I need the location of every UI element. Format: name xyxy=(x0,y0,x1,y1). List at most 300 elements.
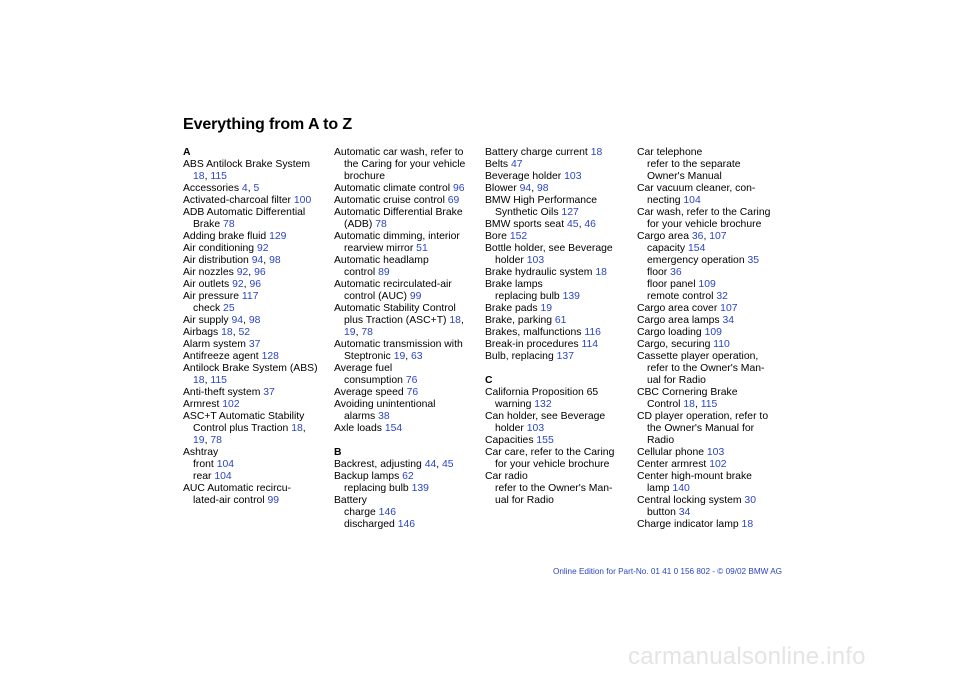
index-subentry xyxy=(637,255,789,267)
page-link[interactable]: 129 xyxy=(269,231,287,242)
page-link[interactable]: 34 xyxy=(678,507,691,518)
entry-text: alarms xyxy=(344,411,376,422)
page-link[interactable]: 19 xyxy=(393,351,406,362)
index-subentry xyxy=(485,399,637,411)
index-entry xyxy=(334,387,486,399)
index-subentry xyxy=(334,519,486,531)
entry-text: lated-air control xyxy=(193,495,265,506)
page-link[interactable]: 94 xyxy=(519,183,532,194)
page-link[interactable]: 96 xyxy=(249,279,261,290)
watermark: carmanualsonline.info xyxy=(628,643,866,670)
entry-text: Owner's Manual xyxy=(647,171,722,182)
page-link[interactable]: 36 xyxy=(670,267,682,278)
index-subentry xyxy=(637,423,789,435)
entry-text: Air conditioning xyxy=(183,243,255,254)
page-link[interactable]: 94 xyxy=(251,255,264,266)
index-entry: Accessories 4, 5 xyxy=(183,183,260,194)
entry-text: CD player operation, refer to xyxy=(637,411,769,422)
page-link[interactable]: 132 xyxy=(534,399,552,410)
index-subentry: Control 18, 115 xyxy=(647,399,718,410)
page-link[interactable]: 18 xyxy=(449,315,461,326)
index-entry xyxy=(485,159,637,171)
entry-text: ADB Automatic Differential xyxy=(183,207,306,218)
index-entry xyxy=(637,459,789,471)
entry-text: Automatic car wash, refer to xyxy=(334,147,464,158)
entry-text: Car vacuum cleaner, con- xyxy=(637,183,756,194)
index-subentry xyxy=(637,435,789,447)
page-link[interactable]: 115 xyxy=(210,171,227,182)
page-link[interactable]: 18 xyxy=(595,267,607,278)
index-entry xyxy=(485,447,637,459)
entry-text: Blower xyxy=(485,183,517,194)
index-subentry xyxy=(334,507,486,519)
page-link[interactable]: 103 xyxy=(526,423,545,434)
section-letter: B xyxy=(334,447,342,458)
entry-trail: , xyxy=(302,423,306,434)
entry-text: Car care, refer to the Caring xyxy=(485,447,615,458)
entry-text: Cargo area xyxy=(637,231,689,242)
index-subentry xyxy=(334,291,486,303)
entry-text: Brake lamps xyxy=(485,279,543,290)
entry-text: Automatic transmission with xyxy=(334,339,463,350)
page-link[interactable]: 18 xyxy=(291,423,303,434)
index-subentry xyxy=(637,375,789,387)
entry-text: the Owner's Manual for xyxy=(647,423,755,434)
entry-text: for your vehicle brochure xyxy=(495,459,610,470)
index-subentry xyxy=(637,243,789,255)
entry-text: Armrest xyxy=(183,399,220,410)
page-link[interactable]: 37 xyxy=(263,387,275,398)
index-entry xyxy=(334,183,486,195)
page-link[interactable]: 100 xyxy=(293,195,312,206)
page-link[interactable]: 35 xyxy=(747,255,760,266)
page-link[interactable]: 25 xyxy=(223,303,235,314)
index-column-1 xyxy=(183,147,335,507)
page-link[interactable]: 98 xyxy=(537,183,549,194)
section-spacer xyxy=(334,435,486,447)
page-link[interactable]: 94 xyxy=(231,315,244,326)
entry-text: floor xyxy=(647,267,668,278)
entry-text: Automatic climate control xyxy=(334,183,451,194)
page-link[interactable]: 18 xyxy=(193,375,205,386)
index-entry xyxy=(637,207,789,219)
page-link[interactable]: 154 xyxy=(384,423,403,434)
entry-text: Battery xyxy=(334,495,367,506)
index-subentry: Steptronic 19, 63 xyxy=(344,351,423,362)
entry-text: ABS Antilock Brake System xyxy=(183,159,311,170)
page-link[interactable]: 19 xyxy=(540,303,553,314)
entry-text: emergency operation xyxy=(647,255,745,266)
page-link[interactable]: 140 xyxy=(672,483,690,494)
index-entry xyxy=(637,519,789,531)
page-link[interactable]: 38 xyxy=(378,411,390,422)
entry-text: ual for Radio xyxy=(647,375,706,386)
page-link[interactable]: 52 xyxy=(238,327,251,338)
page-link[interactable]: 102 xyxy=(222,399,240,410)
index-entry xyxy=(485,387,637,399)
page-link[interactable]: 127 xyxy=(561,207,579,218)
index-entry xyxy=(334,255,486,267)
index-entry xyxy=(485,147,637,159)
index-entry xyxy=(485,327,637,339)
index-entry xyxy=(485,411,637,423)
index-entry xyxy=(637,339,789,351)
entry-text: Brake xyxy=(193,219,221,230)
entry-text: Cargo area cover xyxy=(637,303,718,314)
index-subentry xyxy=(183,495,335,507)
page-link[interactable]: 103 xyxy=(564,171,582,182)
page-link[interactable]: 116 xyxy=(584,327,601,338)
index-entry xyxy=(485,471,637,483)
index-subentry: 19, 78 xyxy=(193,435,222,446)
index-subentry: 18, 115 xyxy=(193,171,227,182)
index-entry xyxy=(183,159,335,171)
page-link[interactable]: 92 xyxy=(256,243,269,254)
entry-text: discharged xyxy=(344,519,395,530)
entry-text: Airbags xyxy=(183,327,219,338)
index-entry: Air supply 94, 98 xyxy=(183,315,261,326)
entry-text: Radio xyxy=(647,435,675,446)
page-link[interactable]: 78 xyxy=(375,219,387,230)
index-entry xyxy=(485,279,637,291)
index-entry xyxy=(637,147,789,159)
page-link[interactable]: 139 xyxy=(411,483,429,494)
entry-text: replacing bulb xyxy=(495,291,560,302)
index-subentry: 19, 78 xyxy=(344,327,373,338)
index-column-4 xyxy=(637,147,789,531)
page-link[interactable]: 78 xyxy=(223,219,235,230)
entry-text: Center armrest xyxy=(637,459,707,470)
page-link[interactable]: 104 xyxy=(214,471,232,482)
page-link[interactable]: 137 xyxy=(556,351,574,362)
page-link[interactable]: 18 xyxy=(193,171,205,182)
index-subentry xyxy=(334,171,486,183)
entry-text: control xyxy=(344,267,376,278)
entry-text: refer to the Owner's Man- xyxy=(495,483,613,494)
page-link[interactable]: 78 xyxy=(210,435,222,446)
entry-text: Activated-charcoal filter xyxy=(183,195,291,206)
entry-text: button xyxy=(647,507,676,518)
entry-text: (ADB) xyxy=(344,219,373,230)
entry-text: Air nozzles xyxy=(183,267,234,278)
page-link[interactable]: 76 xyxy=(406,387,419,398)
page-title: Everything from A to Z xyxy=(183,116,353,133)
page-link[interactable]: 103 xyxy=(706,447,725,458)
entry-text: Backrest, adjusting xyxy=(334,459,422,470)
index-subentry: 18, 115 xyxy=(193,375,227,386)
index-subentry xyxy=(485,255,637,267)
entry-text: Cargo loading xyxy=(637,327,702,338)
index-entry xyxy=(485,339,637,351)
page-link[interactable]: 76 xyxy=(405,375,418,386)
page-link[interactable]: 115 xyxy=(700,399,718,410)
index-subentry xyxy=(334,243,486,255)
index-entry xyxy=(183,363,335,375)
index-subentry xyxy=(485,291,637,303)
page-link[interactable]: 18 xyxy=(590,147,603,158)
entry-text: check xyxy=(193,303,221,314)
index-subentry xyxy=(183,423,335,435)
entry-text: CBC Cornering Brake xyxy=(637,387,738,398)
page-link[interactable]: 98 xyxy=(248,315,261,326)
page-link[interactable]: 45 xyxy=(567,219,579,230)
index-subentry xyxy=(183,459,335,471)
entry-text: lamp xyxy=(647,483,670,494)
page-link[interactable]: 92 xyxy=(236,267,249,278)
index-subentry xyxy=(637,159,789,171)
page-link[interactable]: 4 xyxy=(241,183,248,194)
index-entry xyxy=(485,435,637,447)
index-entry xyxy=(183,483,335,495)
entry-text: Battery charge current xyxy=(485,147,588,158)
page-link[interactable]: 146 xyxy=(397,519,416,530)
index-entry xyxy=(183,339,335,351)
index-subentry xyxy=(637,171,789,183)
index-entry xyxy=(637,411,789,423)
index-subentry xyxy=(183,303,335,315)
index-entry xyxy=(637,303,789,315)
index-entry xyxy=(334,279,486,291)
entry-text: Automatic cruise control xyxy=(334,195,445,206)
index-subentry xyxy=(334,411,486,423)
index-entry xyxy=(334,147,486,159)
index-entry xyxy=(183,207,335,219)
page-link[interactable]: 155 xyxy=(536,435,554,446)
entry-text: Capacities xyxy=(485,435,534,446)
entry-text: Break-in procedures xyxy=(485,339,579,350)
entry-text: Automatic Differential Brake xyxy=(334,207,463,218)
entry-text: Ashtray xyxy=(183,447,219,458)
entry-text: California Proposition 65 xyxy=(485,387,599,398)
entry-text: Car telephone xyxy=(637,147,703,158)
index-entry xyxy=(637,183,789,195)
entry-text: Can holder, see Beverage xyxy=(485,411,606,422)
page-link[interactable]: 62 xyxy=(402,471,414,482)
index-entry xyxy=(183,399,335,411)
page-link[interactable]: 78 xyxy=(361,327,373,338)
page-link[interactable]: 18 xyxy=(683,399,695,410)
index-entry xyxy=(637,447,789,459)
index-subentry xyxy=(637,267,789,279)
index-entry xyxy=(485,195,637,207)
entry-text: plus Traction (ASC+T) xyxy=(344,315,447,326)
entry-text: Cargo, securing xyxy=(637,339,711,350)
page-link[interactable]: 146 xyxy=(378,507,397,518)
entry-text: refer to the Owner's Man- xyxy=(647,363,765,374)
page-link[interactable]: 98 xyxy=(269,255,281,266)
entry-text: Air supply xyxy=(183,315,229,326)
page-link[interactable]: 37 xyxy=(248,339,261,350)
page-link[interactable]: 115 xyxy=(210,375,227,386)
index-subentry xyxy=(183,471,335,483)
index-subentry xyxy=(485,459,637,471)
page-link[interactable]: 34 xyxy=(722,315,735,326)
index-entry xyxy=(637,495,789,507)
page-link[interactable]: 139 xyxy=(562,291,580,302)
footer-edition-note: Online Edition for Part-No. 01 41 0 156 802 - © 09/02 BMW AG xyxy=(553,567,783,576)
page-link[interactable]: 154 xyxy=(688,243,706,254)
index-subentry xyxy=(637,363,789,375)
index-entry: BMW sports seat 45, 46 xyxy=(485,219,596,230)
section-spacer xyxy=(485,363,637,375)
index-entry xyxy=(637,387,789,399)
index-subentry xyxy=(485,207,637,219)
entry-text: Car radio xyxy=(485,471,528,482)
page-link[interactable]: 63 xyxy=(411,351,423,362)
index-entry xyxy=(334,471,486,483)
index-entry xyxy=(485,315,637,327)
page-link[interactable]: 89 xyxy=(378,267,390,278)
entry-text: Anti-theft system xyxy=(183,387,261,398)
entry-text: Average fuel xyxy=(334,363,393,374)
index-subentry xyxy=(334,375,486,387)
entry-text: Automatic recirculated-air xyxy=(334,279,452,290)
page-link[interactable]: 5 xyxy=(253,183,260,194)
entry-text: Brake pads xyxy=(485,303,538,314)
page-link[interactable]: 61 xyxy=(554,315,567,326)
entry-text: Adding brake fluid xyxy=(183,231,267,242)
entry-trail: , xyxy=(460,315,464,326)
page-link[interactable]: 117 xyxy=(241,291,259,302)
entry-text: Control plus Traction xyxy=(193,423,289,434)
entry-text: floor panel xyxy=(647,279,696,290)
entry-text: control (AUC) xyxy=(344,291,407,302)
entry-text: ASC+T Automatic Stability xyxy=(183,411,305,422)
entry-text: rearview mirror xyxy=(344,243,414,254)
page-link[interactable]: 18 xyxy=(741,519,754,530)
index-entry xyxy=(334,231,486,243)
index-subentry xyxy=(183,219,335,231)
index-entry xyxy=(183,387,335,399)
entry-text: front xyxy=(193,459,214,470)
page-link[interactable]: 96 xyxy=(254,267,266,278)
index-entry xyxy=(485,231,637,243)
page-link[interactable]: 109 xyxy=(704,327,722,338)
page-link[interactable]: 107 xyxy=(720,303,738,314)
entry-text: Bottle holder, see Beverage xyxy=(485,243,613,254)
section-letter: C xyxy=(485,375,493,386)
entry-text: Air pressure xyxy=(183,291,240,302)
page-link[interactable]: 109 xyxy=(698,279,716,290)
entry-text: AUC Automatic recircu- xyxy=(183,483,291,494)
entry-text: Bore xyxy=(485,231,507,242)
page-link[interactable]: 18 xyxy=(221,327,233,338)
index-subentry xyxy=(637,483,789,495)
index-entry xyxy=(183,447,335,459)
index-entry xyxy=(183,195,335,207)
page-link[interactable]: 104 xyxy=(216,459,235,470)
index-entry xyxy=(334,495,486,507)
entry-text: charge xyxy=(344,507,376,518)
index-subentry xyxy=(485,423,637,435)
page-link[interactable]: 36 xyxy=(691,231,704,242)
page-link[interactable]: 114 xyxy=(581,339,599,350)
index-subentry xyxy=(637,195,789,207)
entry-text: necting xyxy=(647,195,681,206)
index-entry xyxy=(183,243,335,255)
entry-text: Avoiding unintentional xyxy=(334,399,436,410)
entry-text: Steptronic xyxy=(344,351,391,362)
entry-text: warning xyxy=(495,399,532,410)
page-link[interactable]: 102 xyxy=(709,459,727,470)
index-entry xyxy=(637,327,789,339)
page-link[interactable]: 47 xyxy=(511,159,523,170)
page-link[interactable]: 19 xyxy=(193,435,205,446)
entry-text: Car wash, refer to the Caring xyxy=(637,207,771,218)
index-entry: Blower 94, 98 xyxy=(485,183,549,194)
index-subentry xyxy=(334,315,486,327)
entry-text: BMW High Performance xyxy=(485,195,598,206)
page-link[interactable]: 45 xyxy=(442,459,454,470)
entry-text: Control xyxy=(647,399,681,410)
index-entry: Air distribution 94, 98 xyxy=(183,255,281,266)
page-link[interactable]: 99 xyxy=(267,495,280,506)
page-link[interactable]: 110 xyxy=(713,339,730,350)
index-subentry xyxy=(637,279,789,291)
entry-text: refer to the separate xyxy=(647,159,741,170)
page-link[interactable]: 152 xyxy=(509,231,528,242)
index-subentry xyxy=(334,483,486,495)
index-subentry xyxy=(637,219,789,231)
entry-text: Synthetic Oils xyxy=(495,207,559,218)
index-entry xyxy=(183,351,335,363)
entry-text: capacity xyxy=(647,243,686,254)
section-letter: A xyxy=(183,147,191,158)
index-entry xyxy=(485,351,637,363)
entry-text: Center high-mount brake xyxy=(637,471,752,482)
page-link[interactable]: 69 xyxy=(447,195,460,206)
page-link[interactable]: 92 xyxy=(232,279,244,290)
entry-text: Backup lamps xyxy=(334,471,400,482)
page-link[interactable]: 44 xyxy=(424,459,437,470)
page-link[interactable]: 96 xyxy=(452,183,465,194)
index-subentry xyxy=(334,267,486,279)
page-link[interactable]: 30 xyxy=(744,495,756,506)
entry-text: Cargo area lamps xyxy=(637,315,720,326)
index-subentry xyxy=(485,483,637,495)
page-link[interactable]: 46 xyxy=(584,219,596,230)
entry-text: Air distribution xyxy=(183,255,249,266)
index-entry: Airbags 18, 52 xyxy=(183,327,251,338)
index-entry xyxy=(183,411,335,423)
entry-text: Antifreeze agent xyxy=(183,351,259,362)
index-entry xyxy=(637,315,789,327)
index-subentry xyxy=(485,495,637,507)
entry-text: Cassette player operation, xyxy=(637,351,759,362)
index-entry xyxy=(334,195,486,207)
entry-text: Brake hydraulic system xyxy=(485,267,593,278)
page-link[interactable]: 32 xyxy=(716,291,728,302)
page-link[interactable]: 128 xyxy=(261,351,279,362)
page-link[interactable]: 19 xyxy=(344,327,356,338)
entry-text: holder xyxy=(495,423,524,434)
entry-text: holder xyxy=(495,255,524,266)
entry-text: Cellular phone xyxy=(637,447,705,458)
page-link[interactable]: 99 xyxy=(409,291,422,302)
entry-text: Belts xyxy=(485,159,509,170)
page-link[interactable]: 107 xyxy=(709,231,727,242)
index-entry xyxy=(334,423,486,435)
page-link[interactable]: 103 xyxy=(526,255,545,266)
page-link[interactable]: 104 xyxy=(683,195,701,206)
page-link[interactable]: 51 xyxy=(416,243,428,254)
entry-text: Alarm system xyxy=(183,339,246,350)
index-entry xyxy=(485,171,637,183)
entry-text: rear xyxy=(193,471,212,482)
entry-text: ual for Radio xyxy=(495,495,554,506)
index-subentry xyxy=(334,159,486,171)
entry-text: Charge indicator lamp xyxy=(637,519,739,530)
